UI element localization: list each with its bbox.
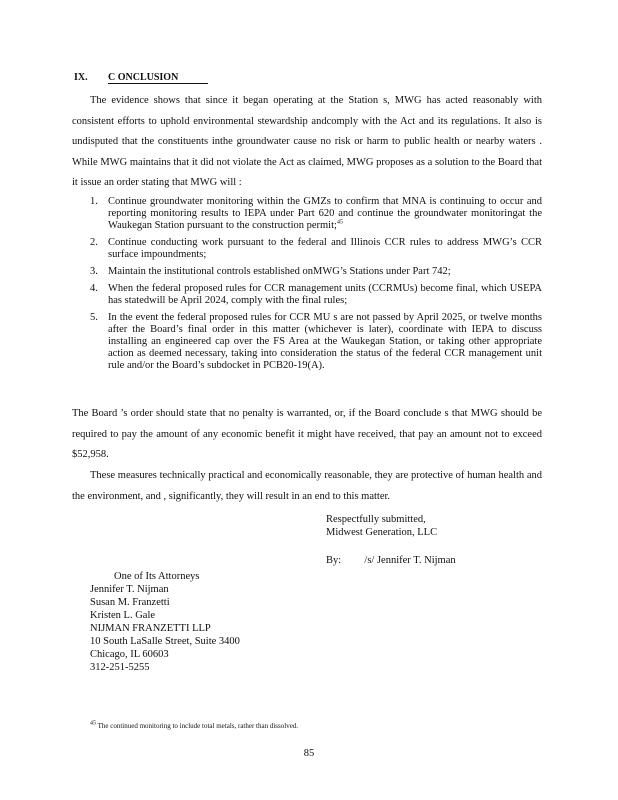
closing: Respectfully submitted,: [326, 514, 426, 525]
paragraph-text: These measures technically practical and economically reasonable, they are protective of human health and the environment, and , significantly, they will result in an end to this matter.: [72, 470, 542, 502]
signature-block: [326, 514, 456, 568]
paragraph-text: The Board ’s order should state that no penalty is warranted, or, if the Board conclude s that MWG should be required to pay the amount of any economic benefit it might have received, that pay an amount not to exceed $52,958.: [72, 408, 542, 460]
signature-line: By: /s/ Jennifer T. Nijman: [326, 555, 456, 566]
list-item: 1. Continue groundwater monitoring within the GMZs to confirm that MNA is continuing to occur and reporting monitoring results to IEPA under Part 620 and continue the groundwater monitoringat the Waukegan Station pursuant to the construction permit;$^{45}$: [90, 196, 542, 231]
section-title: C ONCLUSION: [108, 72, 208, 84]
footnote-ref[interactable]: 45: [336, 219, 343, 226]
firm-name: NIJMAN FRANZETTI LLP: [90, 623, 211, 634]
list-item: 5. In the event the federal proposed rules for CCR MU s are not passed by April 2025, or twelve months after the Board’s final order in this matter (whichever is later), coordinate with IEPA to discuss installing an engineered cap over the FS Area at the Waukegan Station, or taking other appropriate action as deemed necessary, taking into consideration the status of the federal CCR management unit rule and/or the Board’s subdocket in PCB20-19(A).: [90, 312, 542, 371]
section-number: IX.: [74, 72, 88, 83]
party-name: Midwest Generation, LLC: [326, 526, 438, 538]
footnote-text: The continued monitoring to include total metals, rather than dissolved.: [97, 722, 299, 730]
conclusion-paragraph-3: [72, 466, 542, 507]
conclusion-paragraph-2: [72, 404, 542, 466]
signer: /s/ Jennifer T. Nijman: [364, 555, 456, 566]
footnote-number: 45: [90, 720, 96, 727]
conclusion-paragraph-1: [72, 91, 542, 194]
list-item: 3. Maintain the institutional controls established onMWG’s Stations under Part 742;: [90, 266, 451, 277]
phone: 312-251-5255: [90, 662, 150, 673]
attorneys-title: One of Its Attorneys: [114, 571, 200, 582]
list-item: 4. When the federal proposed rules for CCR management units (CCRMUs) become final, which USEPA has statedwill be April 2024, comply with the final rules;: [90, 283, 542, 306]
attorneys-block: [90, 570, 240, 674]
attorney-name: Jennifer T. Nijman: [90, 584, 169, 595]
proposed-actions-list: [90, 196, 542, 377]
attorney-name: Susan M. Franzetti: [90, 597, 170, 608]
address-line: Chicago, IL 60603: [90, 649, 169, 660]
section-heading: [74, 72, 208, 84]
page-number: 85: [303, 748, 315, 759]
list-item: 2. Continue conducting work pursuant to the federal and Illinois CCR rules to address MWG’s CCR surface impoundments;: [90, 237, 542, 260]
address-line: 10 South LaSalle Street, Suite 3400: [90, 636, 240, 647]
attorney-name: Kristen L. Gale: [90, 610, 156, 621]
paragraph-text: The evidence shows that since it began operating at the Station s, MWG has acted reasonably with consistent efforts to uphold environmental stewardship andcomply with the Act and its regulations. It also is undisputed that the constituents inthe groundwater cause no risk or harm to public health or nearby waters . While MWG maintains that it did not violate the Act as claimed, MWG proposes as a solution to the Board that it issue an order stating that MWG will :: [72, 95, 542, 188]
footnote: [90, 722, 298, 730]
